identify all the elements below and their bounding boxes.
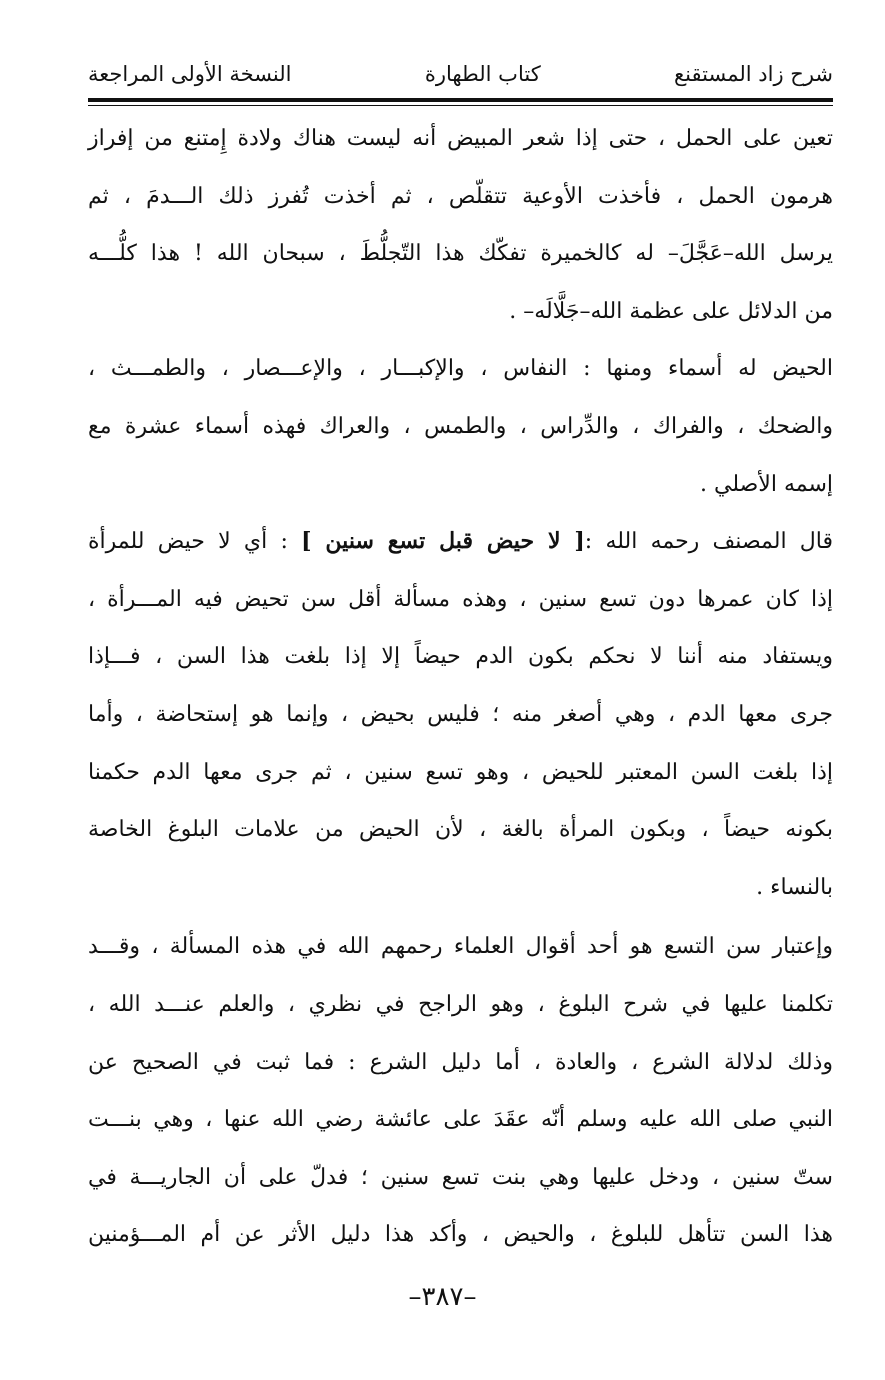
text-line: الحيض له أسماء ومنها : النفاس ، والإكبـــار ، والإعـــصار ، والطمـــث ،: [88, 356, 833, 382]
text-line: وذلك لدلالة الشرع ، والعادة ، أما دليل الشرع : فما ثبت في الصحيح عن: [88, 1049, 833, 1075]
text-line: ستّ سنين ، ودخل عليها وهي بنت تسع سنين ؛ فدلّ على أن الجاريـــة في: [88, 1164, 833, 1190]
text-line: تعين على الحمل ، حتى إذا شعر المبيض أنه ليست هناك ولادة إِمتنع من إفراز: [88, 126, 833, 151]
text-line: والضحك ، والفراك ، والدِّراس ، والطمس ، والعراك فهذه أسماء عشرة مع: [88, 413, 833, 439]
text-line: النبي صلى الله عليه وسلم أنّه عقَدَ على عائشة رضي الله عنها ، وهي بنـــت: [88, 1107, 833, 1133]
text-line: هرمون الحمل ، فأخذت الأوعية تتقلّص ، ثم أخذت تُفرز ذلك الـــدمَ ، ثم: [88, 183, 833, 209]
text-line: بالنساء .: [756, 874, 833, 900]
text-line: إذا بلغت السن المعتبر للحيض ، وهو تسع سنين ، ثم جرى معها الدم حكمنا: [88, 759, 833, 785]
matn-quote: [ لا حيض قبل تسع سنين ]: [301, 528, 585, 555]
paragraph-1: [88, 110, 833, 340]
paragraph-3: [88, 513, 833, 916]
text-line: بكونه حيضاً ، وبكون المرأة بالغة ، لأن الحيض من علامات البلوغ الخاصة: [88, 817, 833, 843]
text-line: وإعتبار سن التسع هو أحد أقوال العلماء رحمهم الله في هذه المسألة ، وقـــد: [88, 934, 833, 960]
text-line: هذا السن تتأهل للبلوغ ، والحيض ، وأكد هذا دليل الأثر عن أم المـــؤمنين: [88, 1222, 833, 1248]
author-attribution: قال المصنف رحمه الله :: [584, 529, 833, 555]
header-chapter-title: كتاب الطهارة: [424, 62, 541, 86]
text-line: ويستفاد منه أننا لا نحكم بكون الدم حيضاً إلا إذا بلغت هذا السن ، فـــإذا: [88, 644, 833, 670]
text-line: إذا كان عمرها دون تسع سنين ، وهذه مسألة أقل سن تحيض فيه المـــرأة ،: [88, 586, 833, 612]
paragraph-2: [88, 340, 833, 513]
text-line: جرى معها الدم ، وهي أصغر منه ؛ فليس بحيض ، وإنما هو إستحاضة ، وأما: [88, 701, 833, 727]
text-line: من الدلائل على عظمة الله–جَلَّالَه– .: [509, 298, 833, 324]
header-rule-thin: [88, 105, 833, 106]
text-line: تكلمنا عليها في شرح البلوغ ، وهو الراجح في نظري ، والعلم عنـــد الله ،: [88, 991, 833, 1017]
page-number: –٣٨٧–: [408, 1282, 477, 1312]
paragraph-4: [88, 918, 833, 1264]
text-line: يرسل الله–عَجَّلَ– له كالخميرة تفكّك هذا التّجلُّطَ ، سبحان الله ! هذا كلُّـــه: [88, 241, 833, 267]
text-line: إسمه الأصلي .: [700, 471, 833, 497]
header-rule-thick: [88, 98, 833, 102]
page-body: [88, 110, 833, 1264]
header-edition-note: النسخة الأولى المراجعة: [88, 62, 292, 86]
text-line-with-quote: [88, 513, 833, 571]
explanation-start: : أي لا حيض للمرأة: [88, 529, 302, 555]
header-book-title: شرح زاد المستقنع: [674, 62, 833, 86]
running-header: [88, 58, 833, 90]
